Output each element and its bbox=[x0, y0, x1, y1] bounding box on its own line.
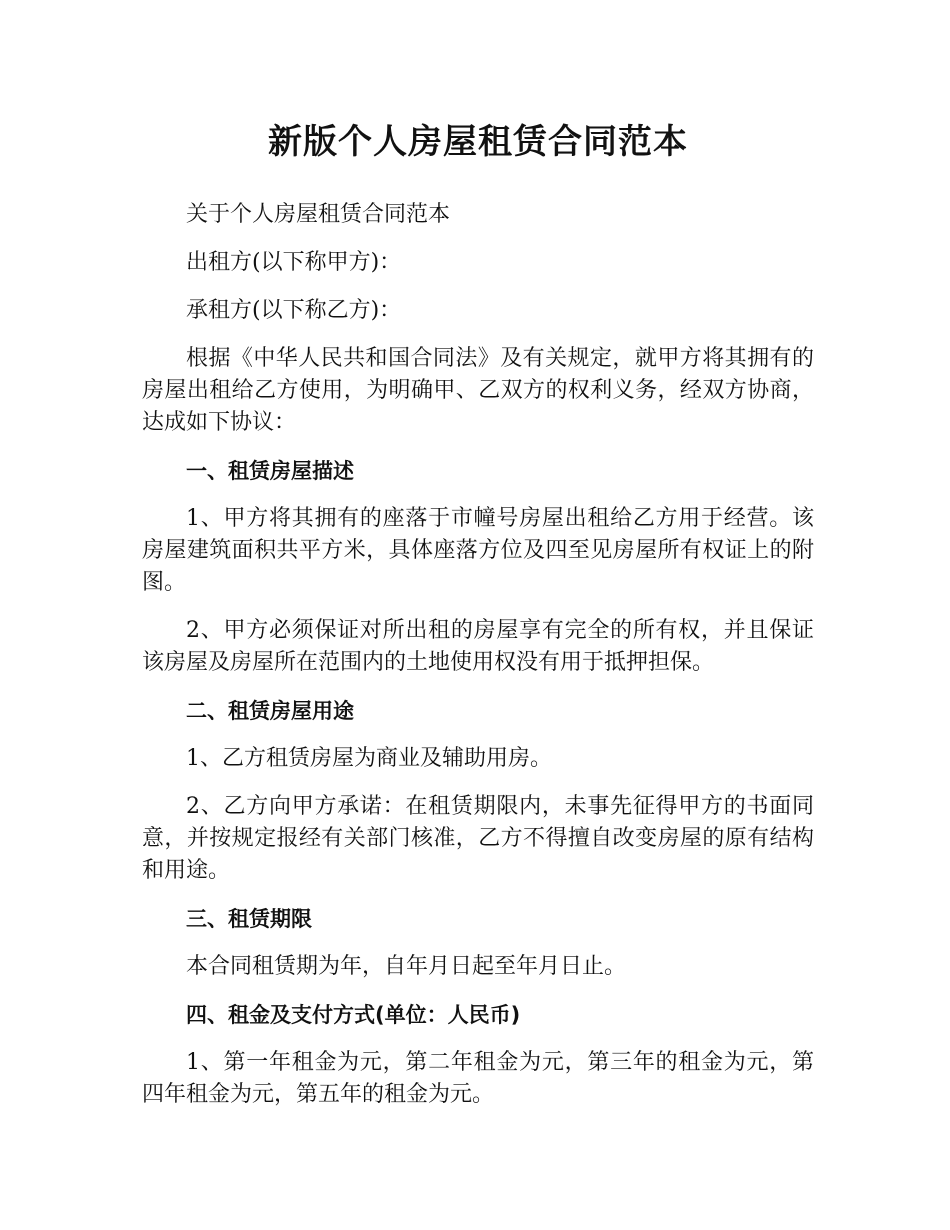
document-title: 新版个人房屋租赁合同范本 bbox=[268, 122, 688, 162]
paragraph-preamble: 根据《中华人民共和国合同法》及有关规定，就甲方将其拥有的房屋出租给乙方使用，为明确甲、乙双方的权利义务，经双方协商，达成如下协议： bbox=[142, 346, 814, 435]
paragraph-2-1: 1、乙方租赁房屋为商业及辅助用房。 bbox=[186, 746, 552, 771]
section-heading-2: 二、租赁房屋用途 bbox=[186, 699, 354, 723]
section-heading-4: 四、租金及支付方式(单位：人民币) bbox=[186, 1003, 521, 1027]
paragraph-subtitle: 关于个人房屋租赁合同范本 bbox=[186, 202, 451, 227]
paragraph-1-2: 2、甲方必须保证对所出租的房屋享有完全的所有权，并且保证该房屋及房屋所在范围内的土地使用权没有用于抵押担保。 bbox=[142, 618, 814, 675]
document-body bbox=[142, 199, 814, 1111]
paragraph-lessee: 承租方(以下称乙方)： bbox=[186, 298, 402, 323]
paragraph-4-1: 1、第一年租金为元，第二年租金为元，第三年的租金为元，第四年租金为元，第五年的租金为元。 bbox=[142, 1050, 814, 1107]
paragraph-3-1: 本合同租赁期为年，自年月日起至年月日止。 bbox=[186, 954, 627, 979]
section-heading-1: 一、租赁房屋描述 bbox=[186, 459, 354, 483]
paragraph-lessor: 出租方(以下称甲方)： bbox=[186, 250, 402, 275]
document-page bbox=[142, 0, 814, 1127]
paragraph-1-1: 1、甲方将其拥有的座落于市幢号房屋出租给乙方用于经营。该房屋建筑面积共平方米，具体座落方位及四至见房屋所有权证上的附图。 bbox=[142, 506, 814, 595]
section-heading-3: 三、租赁期限 bbox=[186, 907, 312, 931]
paragraph-2-2: 2、乙方向甲方承诺：在租赁期限内，未事先征得甲方的书面同意，并按规定报经有关部门核准，乙方不得擅自改变房屋的原有结构和用途。 bbox=[142, 794, 814, 883]
